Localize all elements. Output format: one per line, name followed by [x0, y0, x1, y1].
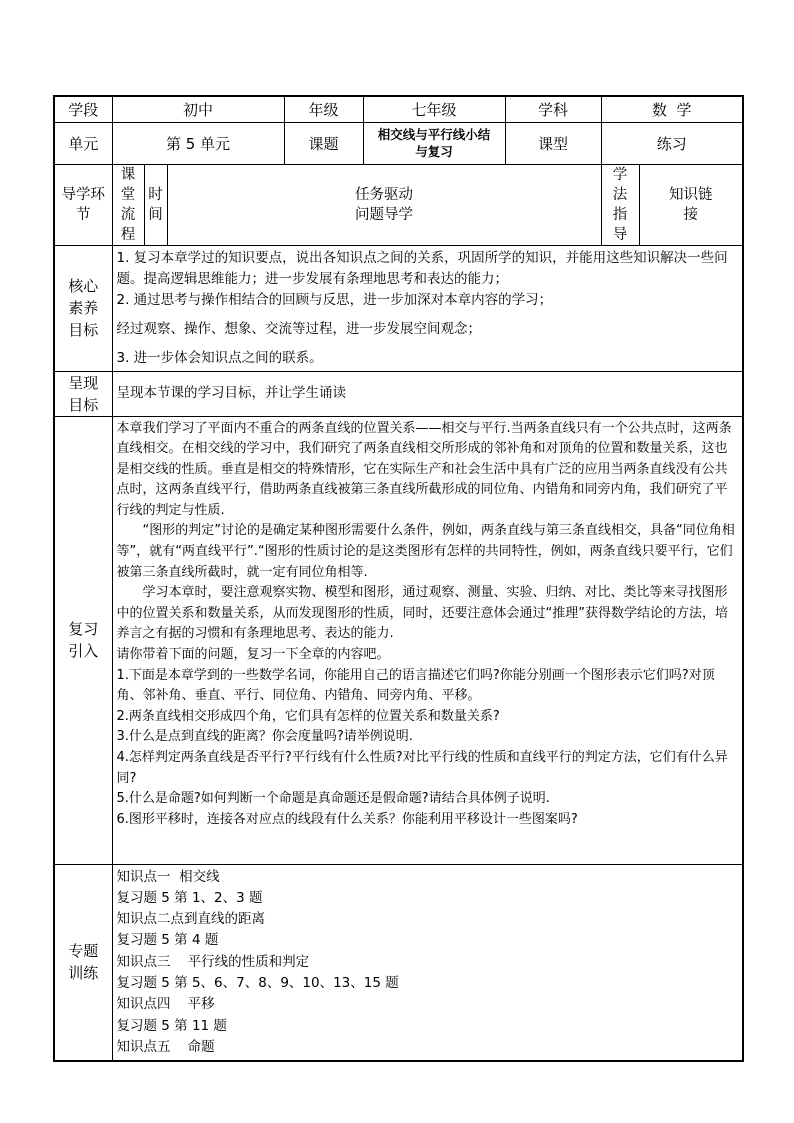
core-goals-content — [112, 245, 743, 371]
stage-value: 初中 — [112, 96, 284, 122]
stage-label: 学段 — [54, 96, 112, 122]
review-intro-label: 复习引入 — [54, 416, 112, 864]
review-para-1: 本章我们学习了平面内不重合的两条直线的位置关系——相交与平行.当两条直线只有一个公共点时，这两条直线相交。在相交线的学习中，我们研究了两条直线相交所形成的邻补角和对顶角的位置和数量关系，这也是相交线的性质。垂直是相交的特殊情形，它在实际生产和社会生活中具有广泛的应用当两条直线没有公共点时，这两条直线平行，借助两条直线被第三条直线所截形成的同位角、内错角和同旁内角，我们研究了平行线的判定与性质. — [116, 420, 732, 518]
col-time: 时间 — [144, 164, 167, 245]
col-task-drive: 任务驱动 — [355, 186, 414, 203]
training-line-9: 知识点五 命题 — [116, 1038, 215, 1055]
review-question-1: 1.下面是本章学到的一些数学名词，你能用自己的语言描述它们吗?你能分别画一个图形表示它们吗?对顶角、邻补角、垂直、平行、同位角、内错角、同旁内角、平移。 — [116, 667, 715, 704]
review-question-4: 4.怎样判定两条直线是否平行?平行线有什么性质?对比平行线的性质和直线平行的判定方法，它们有什么异同? — [116, 750, 728, 786]
training-content — [112, 864, 743, 1061]
training-line-7: 知识点四 平移 — [116, 996, 215, 1013]
training-line-3: 知识点二点到直线的距离 — [116, 911, 265, 928]
present-goals-label: 呈现目标 — [54, 371, 112, 416]
training-line-2: 复习题 5 第 1、2、3 题 — [116, 889, 263, 906]
grade-label: 年级 — [284, 96, 363, 122]
lesson-type-label: 课型 — [505, 122, 601, 164]
review-para-3: 学习本章时，要注意观察实物、模型和图形，通过观察、测量、实验、归纳、对比、类比等来寻找图形中的位置关系和数量关系，从而发现图形的性质，同时，还要注意体会通过“推理”获得数学结论的方法，培养言之有据的习惯和有条理地思考、表达的能力. — [116, 585, 728, 642]
review-question-5: 5.什么是命题?如何判断一个命题是真命题还是假命题?请结合具体例子说明. — [116, 791, 550, 807]
review-question-6: 6.图形平移时，连接各对应点的线段有什么关系？你能利用平移设计一些图案吗? — [116, 811, 578, 827]
training-line-6: 复习题 5 第 5、6、7、8、9、10、13、15 题 — [116, 974, 399, 991]
unit-label: 单元 — [54, 122, 112, 164]
core-goal-4: 3. 进一步体会知识点之间的联系。 — [116, 349, 323, 366]
core-goal-2: 2. 通过思考与操作相结合的回顾与反思，进一步加深对本章内容的学习； — [116, 291, 553, 308]
col-knowledge-link: 知识链接 — [639, 164, 743, 245]
training-line-8: 复习题 5 第 11 题 — [116, 1017, 227, 1034]
topic-label: 课题 — [284, 122, 363, 164]
header-row-2 — [54, 122, 743, 164]
lesson-type-value: 练习 — [601, 122, 743, 164]
unit-value: 第 5 单元 — [112, 122, 284, 164]
training-line-5: 知识点三 平行线的性质和判定 — [116, 953, 310, 970]
column-header-row — [54, 164, 743, 245]
lesson-plan-table — [53, 95, 744, 1062]
training-line-1: 知识点一 相交线 — [116, 868, 220, 885]
core-goal-3: 经过观察、操作、想象、交流等过程，进一步发展空间观念； — [116, 320, 481, 337]
training-line-4: 复习题 5 第 4 题 — [116, 932, 219, 949]
core-goals-label: 核心素养目标 — [54, 245, 112, 371]
header-row-1 — [54, 96, 743, 122]
review-para-2: “图形的判定”讨论的是确定某种图形需要什么条件，例如，两条直线与第三条直线相交，具备“同位角相等”，就有“两直线平行”.“图形的性质讨论的是这类图形有怎样的共同特性，例如，两条直线只要平行，它们被第三条直线所截时，就一定有同位角相等. — [116, 523, 735, 580]
col-guide-stage: 导学环节 — [54, 164, 112, 245]
core-goals-row — [54, 245, 743, 371]
review-intro-row — [54, 416, 743, 864]
lesson-plan-page — [53, 95, 742, 1062]
present-goals-row — [54, 371, 743, 416]
col-class-flow: 课堂流程 — [112, 164, 144, 245]
training-label: 专题训练 — [54, 864, 112, 1061]
col-task-problem — [167, 164, 601, 245]
review-prompt: 请你带着下面的问题，复习一下全章的内容吧。 — [116, 647, 390, 663]
present-goals-text: 呈现本节课的学习目标，并让学生诵读 — [112, 371, 743, 416]
grade-value: 七年级 — [363, 96, 505, 122]
col-problem-guide: 问题导学 — [355, 206, 414, 223]
review-question-3: 3.什么是点到直线的距离？你会度量吗?请举例说明. — [116, 729, 413, 745]
review-question-2: 2.两条直线相交形成四个角，它们具有怎样的位置关系和数量关系? — [116, 708, 500, 724]
core-goal-1: 1. 复习本章学过的知识要点，说出各知识点之间的关系，巩固所学的知识，并能用这些知识解决一些问题。提高逻辑思维能力；进一步发展有条理地思考和表达的能力； — [116, 249, 728, 287]
training-row — [54, 864, 743, 1061]
review-intro-content — [112, 416, 743, 864]
subject-label: 学科 — [505, 96, 601, 122]
topic-value: 相交线与平行线小结与复习 — [363, 122, 505, 164]
subject-value: 数 学 — [601, 96, 743, 122]
col-method-guide: 学法指导 — [601, 164, 639, 245]
